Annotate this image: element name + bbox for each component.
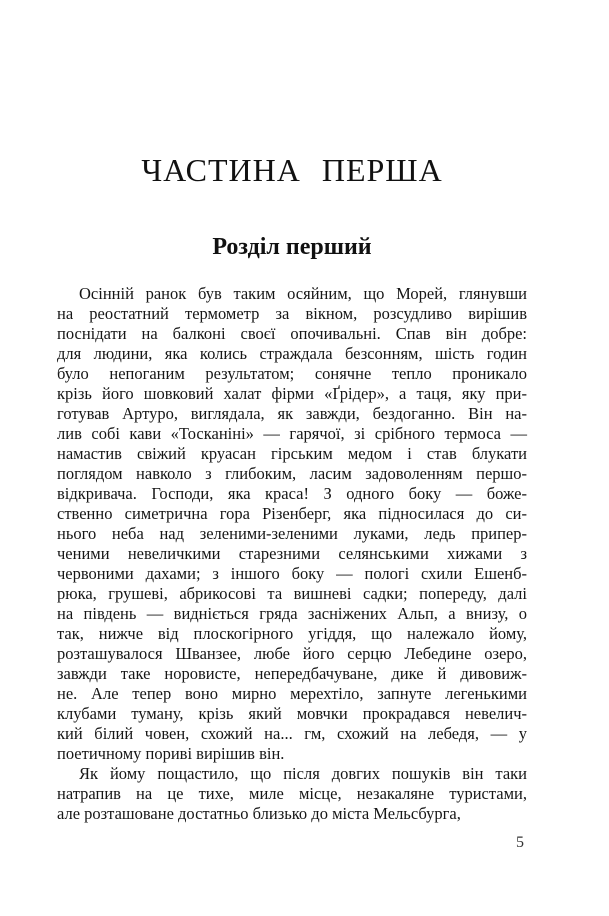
text-line: крізь його шовковий халат фірми «Ґрідер», а таця, яку при- [57, 384, 527, 403]
text-line: але розташоване достатньо близько до міста Мельсбурга, [57, 804, 461, 823]
text-line: відкривача. Господи, яка краса! З одного боку — боже- [57, 484, 527, 503]
chapter-title: Розділ перший [212, 234, 372, 260]
page-number: 5 [516, 834, 524, 851]
text-line: готував Артуро, виглядала, як завжди, бездоганно. Він на- [57, 404, 527, 423]
text-line: було непоганим результатом; сонячне тепло проникало [57, 364, 527, 383]
text-line: для людини, яка колись страждала безсонням, шість годин [57, 344, 527, 363]
paragraph [57, 284, 527, 764]
text-line: поснідати на балконі своєї опочивальні. Спав він добре: [57, 324, 527, 343]
text-line: ченими невеличкими старезними селянськими хижами з [57, 544, 527, 563]
text-line: Осінній ранок був таким осяйним, що Морей, глянувши [79, 284, 527, 303]
text-line: поглядом навколо з глибоким, ласим задоволенням першо- [57, 464, 527, 483]
text-block [57, 0, 527, 824]
part-title: ЧАСТИНА ПЕРША [141, 152, 443, 188]
text-line: лив собі кави «Тосканіні» — гарячої, зі срібного термоса — [57, 424, 527, 443]
body-text [57, 259, 527, 824]
paragraph [57, 764, 527, 824]
text-line: розташувалося Шванзее, любе його серцю Лебедине озеро, [57, 644, 527, 663]
text-line: поетичному пориві вирішив він. [57, 744, 285, 763]
text-line: ственно симетрична гора Різенберг, яка підносилася до си- [57, 504, 527, 523]
text-line: намастив свіжий круасан гірським медом і став блукати [57, 444, 527, 463]
text-line: так, нижче від плоскогірного угіддя, що належало йому, [57, 624, 527, 643]
text-line: Як йому пощастило, що після довгих пошуків він таки [79, 764, 527, 783]
text-line: рюка, грушеві, абрикосові та вишневі садки; попереду, далі [57, 584, 527, 603]
text-line: на реостатний термометр за вікном, розсудливо вирішив [57, 304, 527, 323]
text-line: клубами туману, крізь який мовчки прокрадався невелич- [57, 704, 527, 723]
text-line: не. Але тепер воно мирно мерехтіло, запнуте легенькими [57, 684, 527, 703]
text-line: кий білий човен, схожий на... гм, схожий на лебедя, — у [57, 724, 527, 743]
text-line: завжди таке норовисте, непередбачуване, дике й дивовиж- [57, 664, 527, 683]
text-line: нього неба над зеленими-зеленими луками, ледь припер- [57, 524, 527, 543]
text-line: на південь — видніється гряда засніжених Альп, а внизу, о [57, 604, 527, 623]
text-line: червоними дахами; з іншого боку — пологі схили Ешенб- [57, 564, 527, 583]
text-line: натрапив на це тихе, миле місце, незакаляне туристами, [57, 784, 527, 803]
